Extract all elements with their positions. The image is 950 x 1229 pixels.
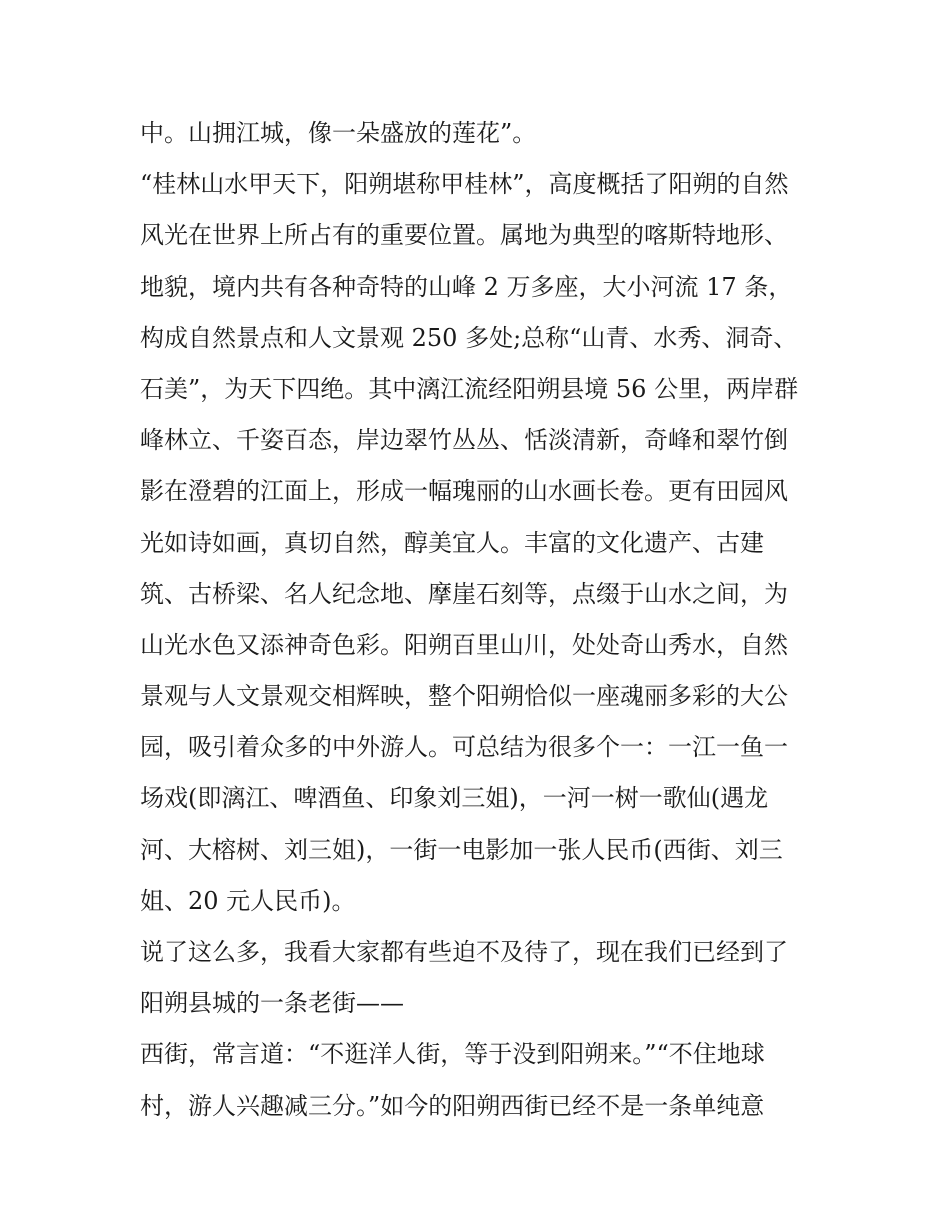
text-line: 石美”，为天下四绝。其中漓江流经阳朔县境 56 公里，两岸群 [140,374,799,403]
text-line: 场戏(即漓江、啤酒鱼、印象刘三姐)，一河一树一歌仙(遇龙 [140,784,769,813]
text-line: 构成自然景点和人文景观 250 多处;总称“山青、水秀、洞奇、 [140,323,798,352]
text-line: 河、大榕树、刘三姐)，一街一电影加一张人民币(西街、刘三 [140,835,783,864]
text-line: 景观与人文景观交相辉映，整个阳朔恰似一座魂丽多彩的大公 [140,682,788,711]
text-line: 山光水色又添神奇色彩。阳朔百里山川，处处奇山秀水，自然 [140,630,788,659]
text-line: 园，吸引着众多的中外游人。可总结为很多个一：一江一鱼一 [140,733,788,762]
body-text [140,108,820,1132]
text-line: 西街，常言道：“不逛洋人街，等于没到阳朔来。”“不住地球 [140,1040,765,1069]
text-line: 筑、古桥梁、名人纪念地、摩崖石刻等，点缀于山水之间，为 [140,579,788,608]
text-line: “桂林山水甲天下，阳朔堪称甲桂林”，高度概括了阳朔的自然 [140,170,789,199]
text-line: 阳朔县城的一条老街—— [140,989,404,1018]
text-line: 说了这么多，我看大家都有些迫不及待了，现在我们已经到了 [140,938,788,966]
text-line: 影在澄碧的江面上，形成一幅瑰丽的山水画长卷。更有田园风 [140,477,788,506]
text-line: 村，游人兴趣减三分。”如今的阳朔西街已经不是一条单纯意 [140,1091,765,1120]
text-line: 姐、20 元人民币)。 [140,886,356,915]
text-line: 地貌，境内共有各种奇特的山峰 2 万多座，大小河流 17 条， [140,272,793,301]
text-line: 中。山拥江城，像一朵盛放的莲花”。 [140,119,537,147]
text-line: 峰林立、千姿百态，岸边翠竹丛丛、恬淡清新，奇峰和翠竹倒 [140,426,788,455]
text-line: 光如诗如画，真切自然，醇美宜人。丰富的文化遗产、古建 [140,528,764,557]
text-line: 风光在世界上所占有的重要位置。属地为典型的喀斯特地形、 [140,221,788,250]
